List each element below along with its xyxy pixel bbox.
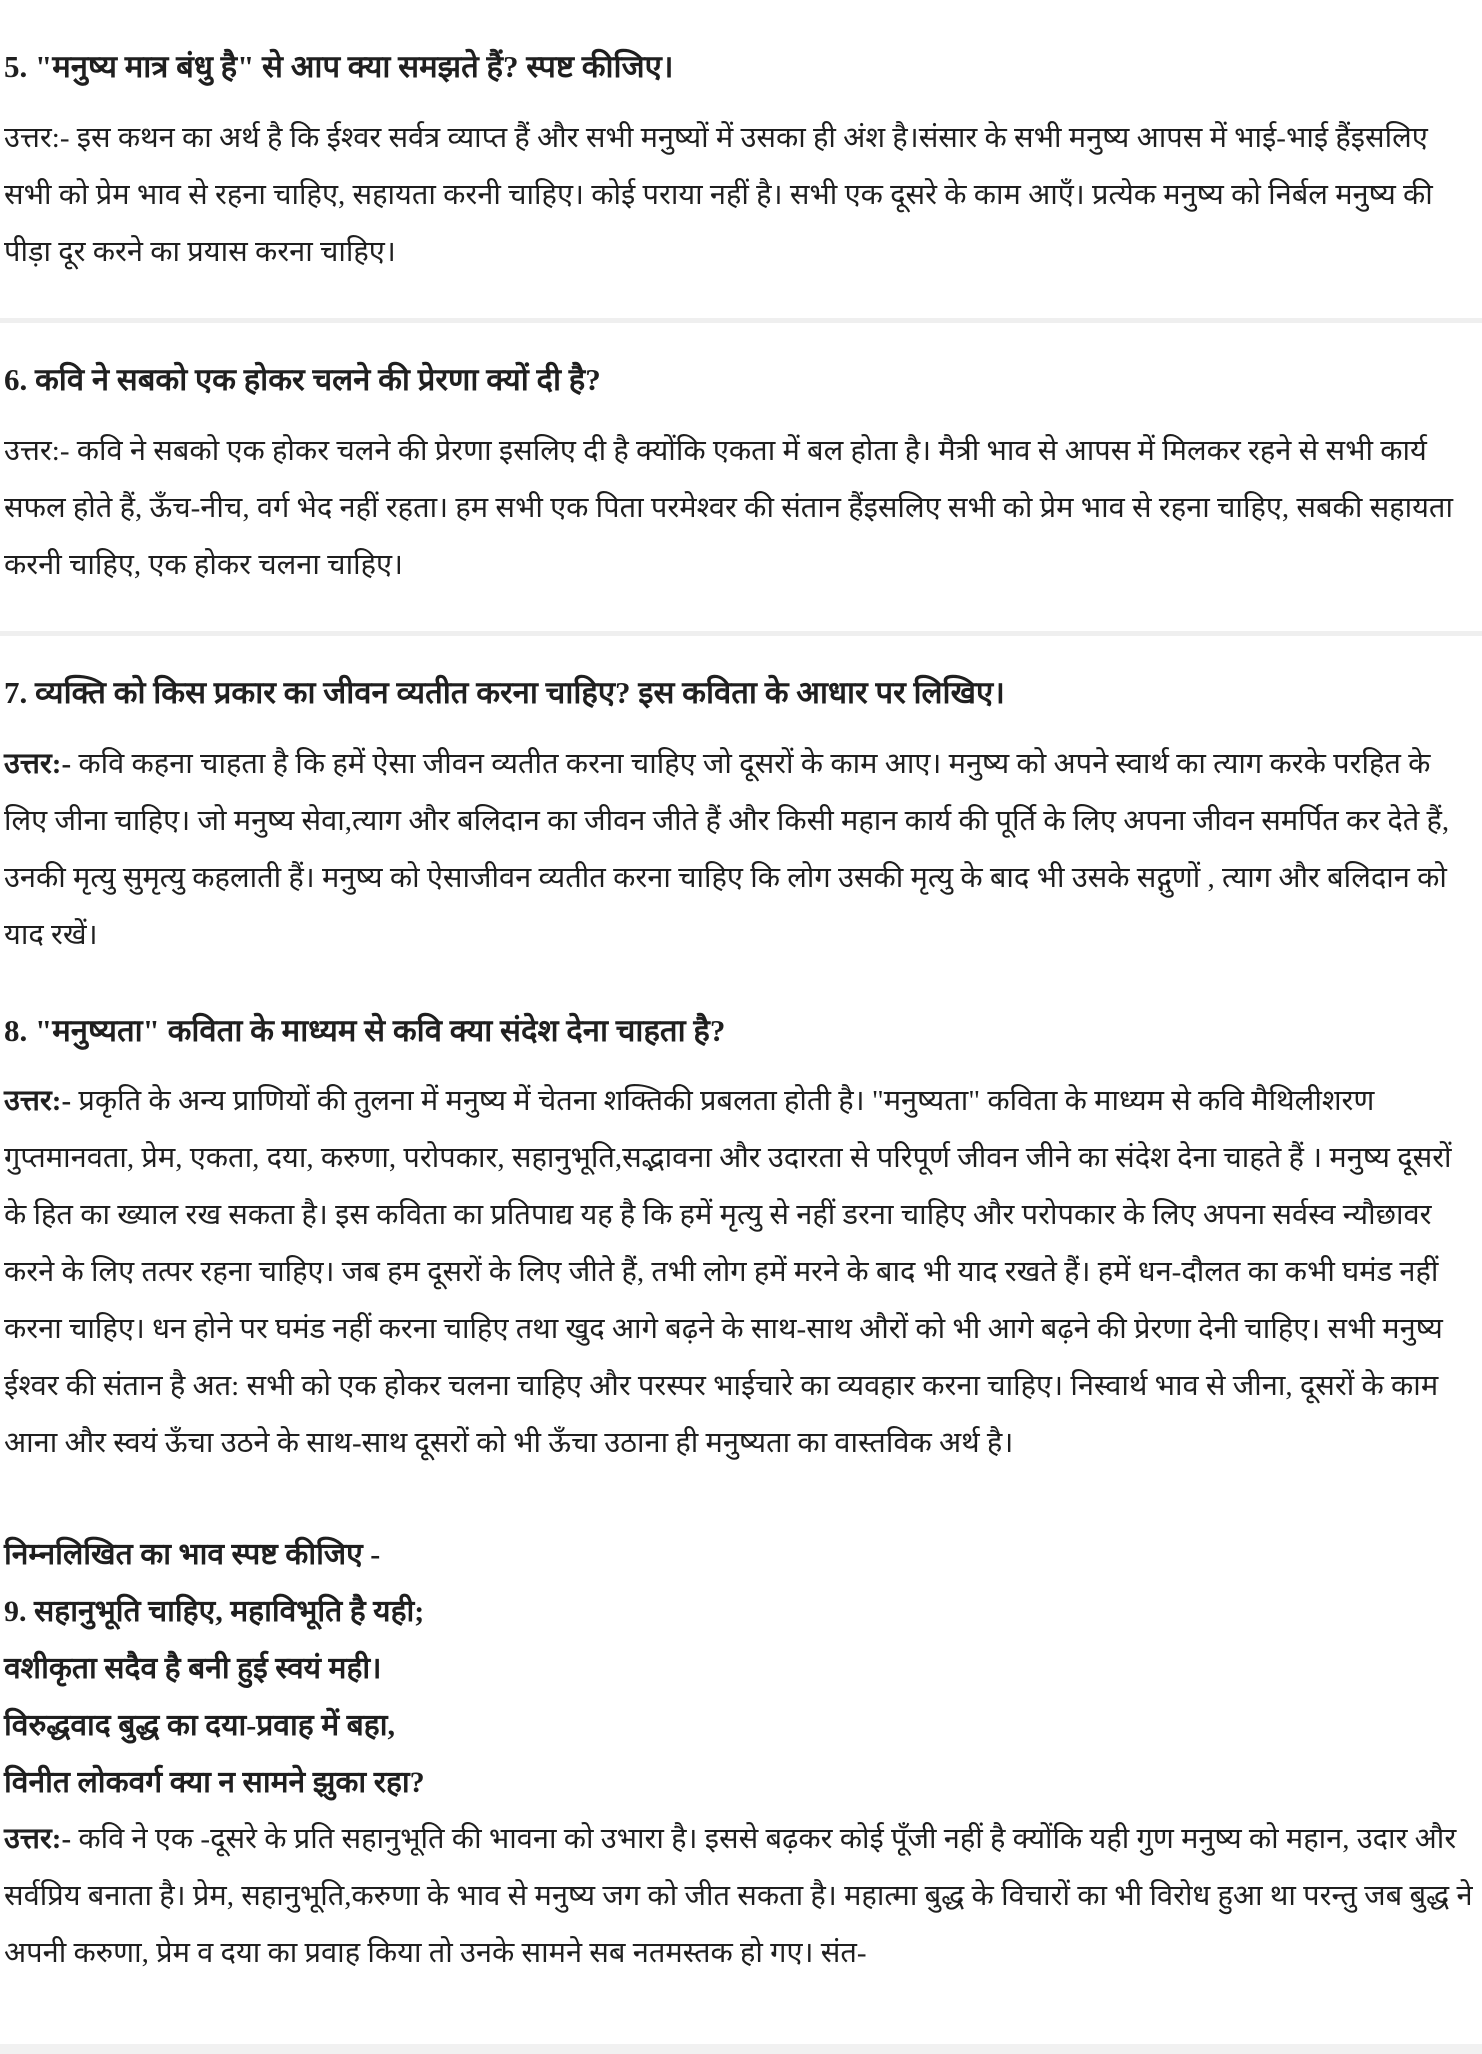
- poem-line-4: विनीत लोकवर्ग क्या न सामने झुका रहा?: [4, 1766, 425, 1800]
- section-divider: [0, 318, 1482, 323]
- question-8-heading: 8. "मनुष्यता" कविता के माध्यम से कवि क्या संदेश देना चाहता है?: [4, 1012, 726, 1048]
- answer-8: [4, 1073, 1478, 1472]
- answer-9-label: उत्तर:-: [4, 1823, 72, 1856]
- answer-9: [4, 1811, 1478, 1982]
- qa-section-9: [4, 1526, 1478, 1982]
- answer-6-text: कवि ने सबको एक होकर चलने की प्रेरणा इसलिए दी है क्योंकि एकता में बल होता है। मैत्री भाव से आपस में मिलकर रहने से सभी कार्य सफल होते हैं, ऊँच-नीच, वर्ग भेद नहीं रहता। हम सभी एक पिता परमेश्वर की संतान हैंइसलिए सभी को प्रेम भाव से रहना चाहिए, सबकी सहायता करनी चाहिए, एक होकर चलना चाहिए।: [4, 434, 1453, 581]
- answer-5-text: इस कथन का अर्थ है कि ईश्वर सर्वत्र व्याप्त हैं और सभी मनुष्यों में उसका ही अंश है।संसार के सभी मनुष्य आपस में भाई-भाई हैंइसलिए सभी को प्रेम भाव से रहना चाहिए, सहायता करनी चाहिए। कोई पराया नहीं है। सभी एक दूसरे के काम आएँ। प्रत्येक मनुष्य को निर्बल मनुष्य की पीड़ा दूर करने का प्रयास करना चाहिए।: [4, 121, 1433, 268]
- answer-7-text: कवि कहना चाहता है कि हमें ऐसा जीवन व्यतीत करना चाहिए जो दूसरों के काम आए। मनुष्य को अपने स्वार्थ का त्याग करके परहित के लिए जीना चाहिए। जो मनुष्य सेवा,त्याग और बलिदान का जीवन जीते हैं और किसी महान कार्य की पूर्ति के लिए अपना जीवन समर्पित कर देते हैं, उनकी मृत्यु सुमृत्यु कहलाती हैं। मनुष्य को ऐसाजीवन व्यतीत करना चाहिए कि लोग उसकी मृत्यु के बाद भी उसके सद्गुणों , त्याग और बलिदान को याद रखें।: [4, 747, 1450, 951]
- question-6-heading: 6. कवि ने सबको एक होकर चलने की प्रेरणा क्यों दी है?: [4, 361, 601, 397]
- question-5-heading: 5. "मनुष्य मात्र बंधु है" से आप क्या समझते हैं? स्पष्ट कीजिए।: [4, 49, 674, 84]
- poem-line-3: विरुद्धवाद बुद्ध का दया-प्रवाह में बहा,: [4, 1709, 395, 1743]
- section-divider: [0, 631, 1482, 636]
- qa-section-6: [4, 359, 1478, 594]
- answer-8-label: उत्तर:-: [4, 1085, 72, 1118]
- answer-6-label: उत्तर:-: [4, 434, 70, 467]
- answer-9-text: कवि ने एक -दूसरे के प्रति सहानुभूति की भावना को उभारा है। इससे बढ़कर कोई पूँजी नहीं है क्योंकि यही गुण मनुष्य को महान, उदार और सर्वप्रिय बनाता है। प्रेम, सहानुभूति,करुणा के भाव से मनुष्य जग को जीत सकता है। महात्मा बुद्ध के विचारों का भी विरोध हुआ था परन्तु जब बुद्ध ने अपनी करुणा, प्रेम व दया का प्रवाह किया तो उनके सामने सब नतमस्तक हो गए। संत-: [4, 1823, 1473, 1970]
- answer-6: [4, 423, 1478, 594]
- bottom-section-divider: [0, 2044, 1482, 2054]
- bhav-heading: निम्नलिखित का भाव स्पष्ट कीजिए -: [4, 1538, 381, 1572]
- poem-line-1: 9. सहानुभूति चाहिए, महाविभूति है यही;: [4, 1595, 425, 1629]
- qa-section-7: [4, 672, 1478, 964]
- qa-section-5: [4, 46, 1478, 281]
- answer-8-text: प्रकृति के अन्य प्राणियों की तुलना में मनुष्य में चेतना शक्तिकी प्रबलता होती है। "मनुष्यता" कविता के माध्यम से कवि मैथिलीशरण गुप्तमानवता, प्रेम, एकता, दया, करुणा, परोपकार, सहानुभूति,सद्भावना और उदारता से परिपूर्ण जीवन जीने का संदेश देना चाहते हैं । मनुष्य दूसरों के हित का ख्याल रख सकता है। इस कविता का प्रतिपाद्य यह है कि हमें मृत्यु से नहीं डरना चाहिए और परोपकार के लिए अपना सर्वस्व न्यौछावर करने के लिए तत्पर रहना चाहिए। जब हम दूसरों के लिए जीते हैं, तभी लोग हमें मरने के बाद भी याद रखते हैं। हमें धन-दौलत का कभी घमंड नहीं करना चाहिए। धन होने पर घमंड नहीं करना चाहिए तथा खुद आगे बढ़ने के साथ-साथ औरों को भी आगे बढ़ने की प्रेरणा देनी चाहिए। सभी मनुष्य ईश्वर की संतान है अत: सभी को एक होकर चलना चाहिए और परस्पर भाईचारे का व्यवहार करना चाहिए। निस्वार्थ भाव से जीना, दूसरों के काम आना और स्वयं ऊँचा उठने के साथ-साथ दूसरों को भी ऊँचा उठाना ही मनुष्यता का वास्तविक अर्थ है।: [4, 1085, 1452, 1460]
- poem-line-2: वशीकृता सदैव है बनी हुई स्वयं मही।: [4, 1652, 382, 1686]
- answer-5-label: उत्तर:-: [4, 121, 70, 154]
- answer-7: [4, 736, 1478, 964]
- answer-7-label: उत्तर:-: [4, 747, 72, 780]
- answer-5: [4, 110, 1478, 281]
- qa-section-8: [4, 1010, 1478, 1473]
- question-7-heading: 7. व्यक्ति को किस प्रकार का जीवन व्यतीत करना चाहिए? इस कविता के आधार पर लिखिए।: [4, 674, 1005, 710]
